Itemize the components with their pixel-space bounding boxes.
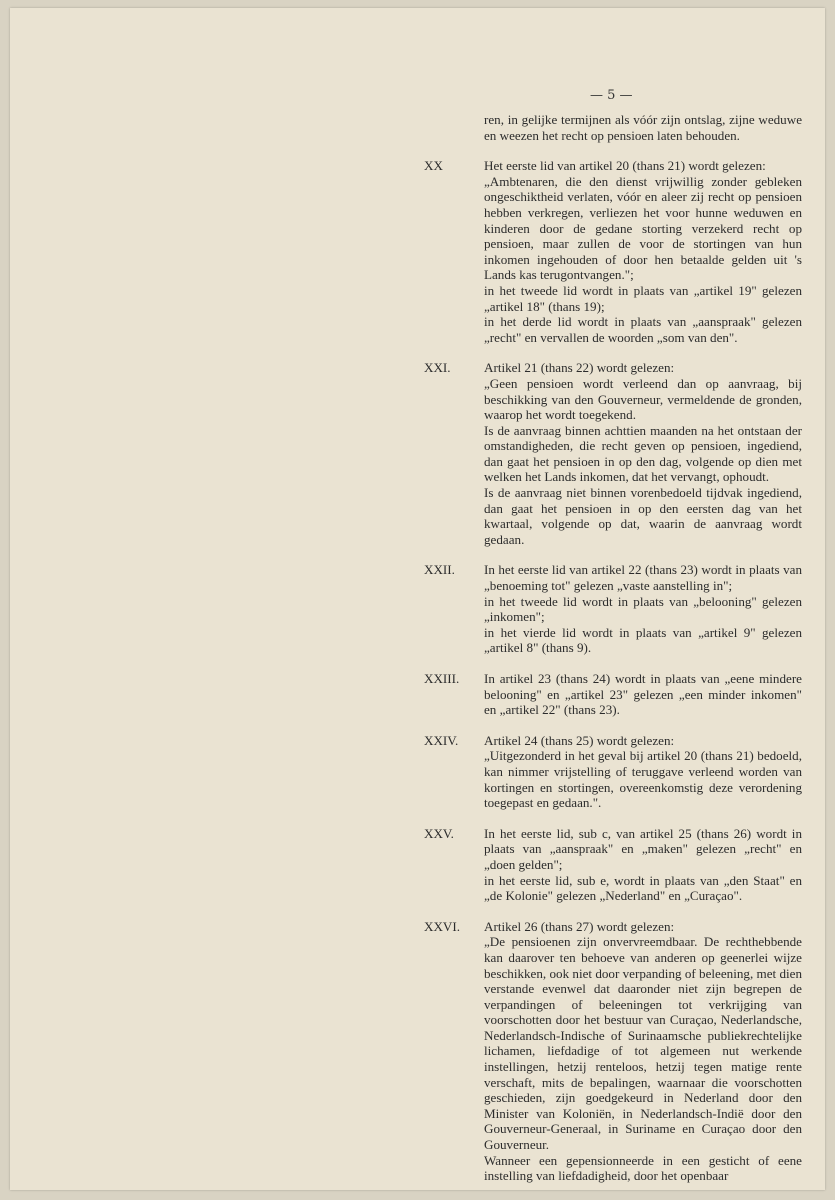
document-page bbox=[10, 8, 825, 1190]
section-text: in het vierde lid wordt in plaats van „artikel 9" gelezen „artikel 8" (thans 9). bbox=[484, 624, 802, 656]
body-column bbox=[424, 112, 802, 1184]
section-text: in het tweede lid wordt in plaats van „artikel 19" gelezen „artikel 18" (thans 19); bbox=[484, 282, 802, 314]
section-xxv bbox=[424, 825, 802, 904]
section-label: XX bbox=[424, 158, 443, 174]
section-label: XXII. bbox=[424, 562, 455, 578]
section-text: „Uitgezonderd in het geval bij artikel 20 (thans 21) bedoeld, kan nimmer vrijstelling of teruggave verleend worden van kortingen en stortingen, overeenkomstig deze verordening toegepast en gedaan.". bbox=[484, 748, 802, 811]
section-label: XXI. bbox=[424, 360, 451, 376]
section-text: „Geen pensioen wordt verleend dan op aanvraag, bij beschikking van den Gouverneur, vermeldende de gronden, waarop het wordt toegekend. bbox=[484, 375, 802, 423]
page-number: — 5 — bbox=[590, 88, 633, 103]
section-text: In artikel 23 (thans 24) wordt in plaats van „eene mindere belooning" en „artikel 23" gelezen „een minder inkomen" en „artikel 22" (thans 23). bbox=[484, 671, 802, 718]
section-text: Is de aanvraag binnen achttien maanden na het ontstaan der omstandigheden, die recht geven op pensioen, ingediend, dan gaat het pensioen in op den dag, volgende op dien met welken het Lands inkomen, dat het vervangt, ophoudt. bbox=[484, 422, 802, 485]
section-text: in het eerste lid, sub e, wordt in plaats van „den Staat" en „de Kolonie" gelezen „Nederland" en „Curaçao". bbox=[484, 872, 802, 904]
section-text: In het eerste lid van artikel 22 (thans 23) wordt in plaats van „benoeming tot" gelezen „vaste aanstelling in"; bbox=[484, 562, 802, 594]
section-xxiii bbox=[424, 671, 802, 718]
section-xxiv bbox=[424, 732, 802, 811]
section-text: in het tweede lid wordt in plaats van „belooning" gelezen „inkomen"; bbox=[484, 593, 802, 625]
section-text: „Ambtenaren, die den dienst vrijwillig zonder gebleken ongeschiktheid verlaten, vóór en aleer zij recht op pensioen hebben verkregen, verliezen het voor hunne weduwen en kinderen door de gedane storting verzekerd recht op pensioen, maar zullen de voor de stortingen van hun inkomen ingehouden of door hen betaalde gelden uit 's Lands kas terugontvangen."; bbox=[484, 173, 802, 283]
section-text: Artikel 21 (thans 22) wordt gelezen: bbox=[484, 360, 675, 376]
section-label: XXV. bbox=[424, 825, 454, 841]
section-xxvi bbox=[424, 918, 802, 1184]
section-xxii bbox=[424, 562, 802, 656]
section-text: „De pensioenen zijn onvervreemdbaar. De rechthebbende kan daarover ten behoeve van anderen op geenerlei wijze beschikken, ook niet door verpanding of beleening, met dien verstande evenwel dat daaronder niet zijn begrepen de verpandingen of beleeningen tot verkrijging van voorschotten door het bestuur van Curaçao, Nederlandsche, Nederlandsch-Indische of Surinaamsche publiekrechtelijke lichamen, liefdadige of tot algemeen nut werkende instellingen, hetzij renteloos, hetzij tegen matige rente verschaft, mits de bepalingen, waarnaar die voorschotten geschieden, zijn goedgekeurd in Nederland door den Minister van Koloniën, in Nederlandsch-Indië door den Gouverneur-Generaal, in Suriname en Curaçao door den Gouverneur. bbox=[484, 934, 802, 1153]
intro-paragraph: ren, in gelijke termijnen als vóór zijn ontslag, zijne weduwe en weezen het recht op pensioen laten behouden. bbox=[484, 112, 802, 143]
section-text: Artikel 24 (thans 25) wordt gelezen: bbox=[484, 732, 675, 748]
section-text: Artikel 26 (thans 27) wordt gelezen: bbox=[484, 918, 675, 934]
section-text: in het derde lid wordt in plaats van „aanspraak" gelezen „recht" en vervallen de woorden „som van den". bbox=[484, 314, 802, 345]
section-text: In het eerste lid, sub c, van artikel 25 (thans 26) wordt in plaats van „aanspraak" en „maken" gelezen „recht" en „doen gelden"; bbox=[484, 825, 802, 872]
section-text: Het eerste lid van artikel 20 (thans 21) wordt gelezen: bbox=[484, 158, 766, 174]
section-text: Is de aanvraag niet binnen vorenbedoeld tijdvak ingediend, dan gaat het pensioen in op den eersten dag van het kwartaal, volgende op dat, waarin de aanvraag wordt gedaan. bbox=[484, 485, 802, 547]
section-xx bbox=[424, 158, 802, 345]
section-label: XXIV. bbox=[424, 732, 459, 748]
section-xxi bbox=[424, 360, 802, 547]
section-label: XXVI. bbox=[424, 918, 461, 934]
section-text: Wanneer een gepensionneerde in een gesticht of eene instelling van liefdadigheid, door het openbaar bbox=[484, 1152, 802, 1184]
section-label: XXIII. bbox=[424, 671, 460, 686]
